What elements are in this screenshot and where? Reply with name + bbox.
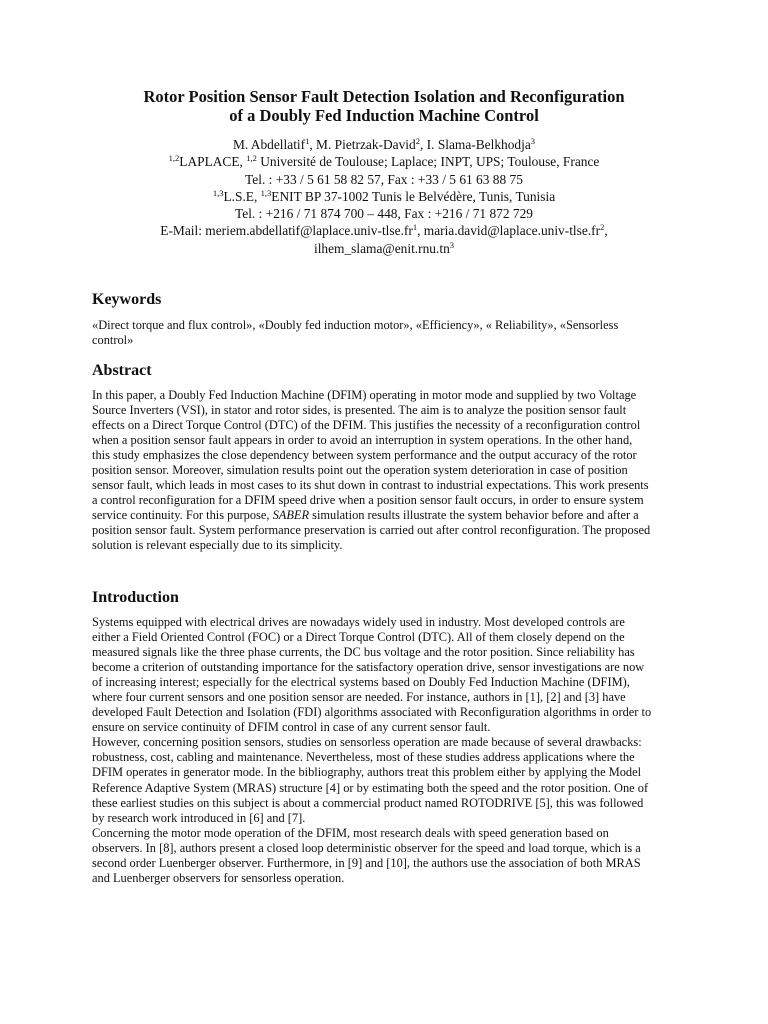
- abstract-text-italic: SABER: [272, 508, 310, 523]
- author-2: M. Pietrzak-David: [316, 137, 416, 152]
- affil-3-sup-b: 1,3: [260, 187, 272, 198]
- affiliation-line-1: [0, 153, 768, 170]
- affiliation-line-2: Tel. : +33 / 5 61 58 82 57, Fax : +33 / 5 61 63 88 75: [245, 171, 523, 187]
- author-1: M. Abdellatif: [232, 137, 306, 152]
- author-sep-1: ,: [309, 137, 317, 152]
- introduction-section: [92, 589, 652, 886]
- email-2: , maria.david@laplace.univ-tlse.fr: [417, 223, 601, 239]
- abstract-text: [92, 388, 652, 554]
- affiliation-line-3: [0, 188, 768, 205]
- keywords-text: «Direct torque and flux control», «Doubly fed induction motor», «Efficiency», « Reliability», «Sensorless control»: [92, 318, 619, 348]
- abstract-section: [92, 362, 652, 554]
- email-line-1: [0, 222, 768, 239]
- author-3: I. Slama-Belkhodja: [426, 137, 531, 152]
- author-block: [0, 136, 768, 257]
- email-1-sup: 1: [412, 222, 418, 233]
- abstract-text-part-2: simulation results illustrate the system behavior before and after a position sensor fault. System performance preservation is carried out after control reconfiguration. The proposed solution is relevant especially due to its simplicity.: [92, 508, 651, 553]
- author-list: [0, 136, 768, 153]
- author-3-sup: 3: [530, 136, 536, 146]
- title-line-1: Rotor Position Sensor Fault Detection Isolation and Reconfiguration: [143, 87, 625, 106]
- email-1: E-Mail: meriem.abdellatif@laplace.univ-tlse.fr: [160, 223, 413, 239]
- title-line-2: of a Doubly Fed Induction Machine Control: [229, 106, 539, 125]
- email-comma: ,: [604, 223, 608, 239]
- email-3: ilhem_slama@enit.rnu.tn: [313, 240, 450, 256]
- intro-paragraph-3: Concerning the motor mode operation of the DFIM, most research deals with speed generation based on observers. In [8], authors present a closed loop deterministic observer for the speed and load torque, which is a second order Luenberger observer. Furthermore, in [9] and [10], the authors use the association of both MRAS and Luenberger observers for sensorless operation.: [92, 825, 641, 885]
- affil-1-sup-a: 1,2: [168, 153, 180, 164]
- keywords-section: [92, 291, 652, 348]
- introduction-heading: Introduction: [92, 589, 179, 606]
- author-2-sup: 2: [415, 136, 420, 146]
- intro-paragraph-2: However, concerning position sensors, studies on sensorless operation are made because of several drawbacks: robustness, cost, cabling and maintenance. Nevertheless, most of these studies address applications where the DFIM operates in generator mode. In the bibliography, authors treat this problem either by applying the Model Reference Adaptive System (MRAS) structure [4] or by estimating both the speed and the rotor position. One of these earliest studies on this subject is about a commercial product named ROTODRIVE [5], this was followed by research work introduced in [6] and [7].: [92, 735, 649, 825]
- keywords-heading: Keywords: [92, 291, 162, 308]
- affil-3-text-b: ENIT BP 37-1002 Tunis le Belvédère, Tunis, Tunisia: [271, 188, 556, 204]
- affil-1-text-b: Université de Toulouse; Laplace; INPT, UPS; Toulouse, France: [256, 154, 600, 170]
- affil-1-text-a: LAPLACE,: [179, 154, 247, 170]
- email-line-2: [0, 240, 768, 257]
- author-1-sup: 1: [305, 136, 310, 146]
- author-sep-2: ,: [419, 137, 427, 152]
- paper-title: [0, 87, 768, 125]
- affil-3-text-a: L.S.E,: [223, 188, 261, 204]
- intro-paragraph-1: Systems equipped with electrical drives are nowadays widely used in industry. Most developed controls are either a Field Oriented Control (FOC) or a Direct Torque Control (DTC). All of them closely depend on the measured signals like the three phase currents, the DC bus voltage and the rotor position. Since reliability has become a criterion of outstanding importance for the satisfactory operation drive, sensor investigations are now of increasing interest; especially for the electrical systems based on Doubly Fed Induction Machine (DFIM), where four current sensors and one position sensor are needed. For instance, authors in [1], [2] and [3] have developed Fault Detection and Isolation (FDI) algorithms associated with Reconfiguration algorithms in order to ensure on service continuity of DFIM control in case of any current sensor fault.: [92, 615, 652, 735]
- affil-3-sup-a: 1,3: [212, 187, 224, 198]
- affil-1-sup-b: 1,2: [246, 153, 257, 164]
- abstract-heading: Abstract: [92, 362, 152, 379]
- affiliation-line-4: Tel. : +216 / 71 874 700 – 448, Fax : +216 / 71 872 729: [235, 206, 533, 222]
- abstract-text-part-1: In this paper, a Doubly Fed Induction Machine (DFIM) operating in motor mode and supplied by two Voltage Source Inverters (VSI), in stator and rotor sides, is presented. The aim is to analyze the position sensor fault effects on a Direct Torque Control (DTC) of the DFIM. This justifies the necessity of a reconfiguration control when a position sensor fault appears in order to avoid an interruption in system operations. In the other hand, this study emphasizes the close dependency between system performance and the output accuracy of the rotor position sensor. Moreover, simulation results point out the operation system deterioration in case of position sensor fault, which leads in most cases to its shut down in contrast to industrial expectations. This work presents a control reconfiguration for a DFIM speed drive when a position sensor fault occurs, in order to ensure system service continuity. For this purpose,: [92, 388, 649, 523]
- email-3-sup: 3: [449, 239, 455, 250]
- email-2-sup: 2: [600, 222, 605, 233]
